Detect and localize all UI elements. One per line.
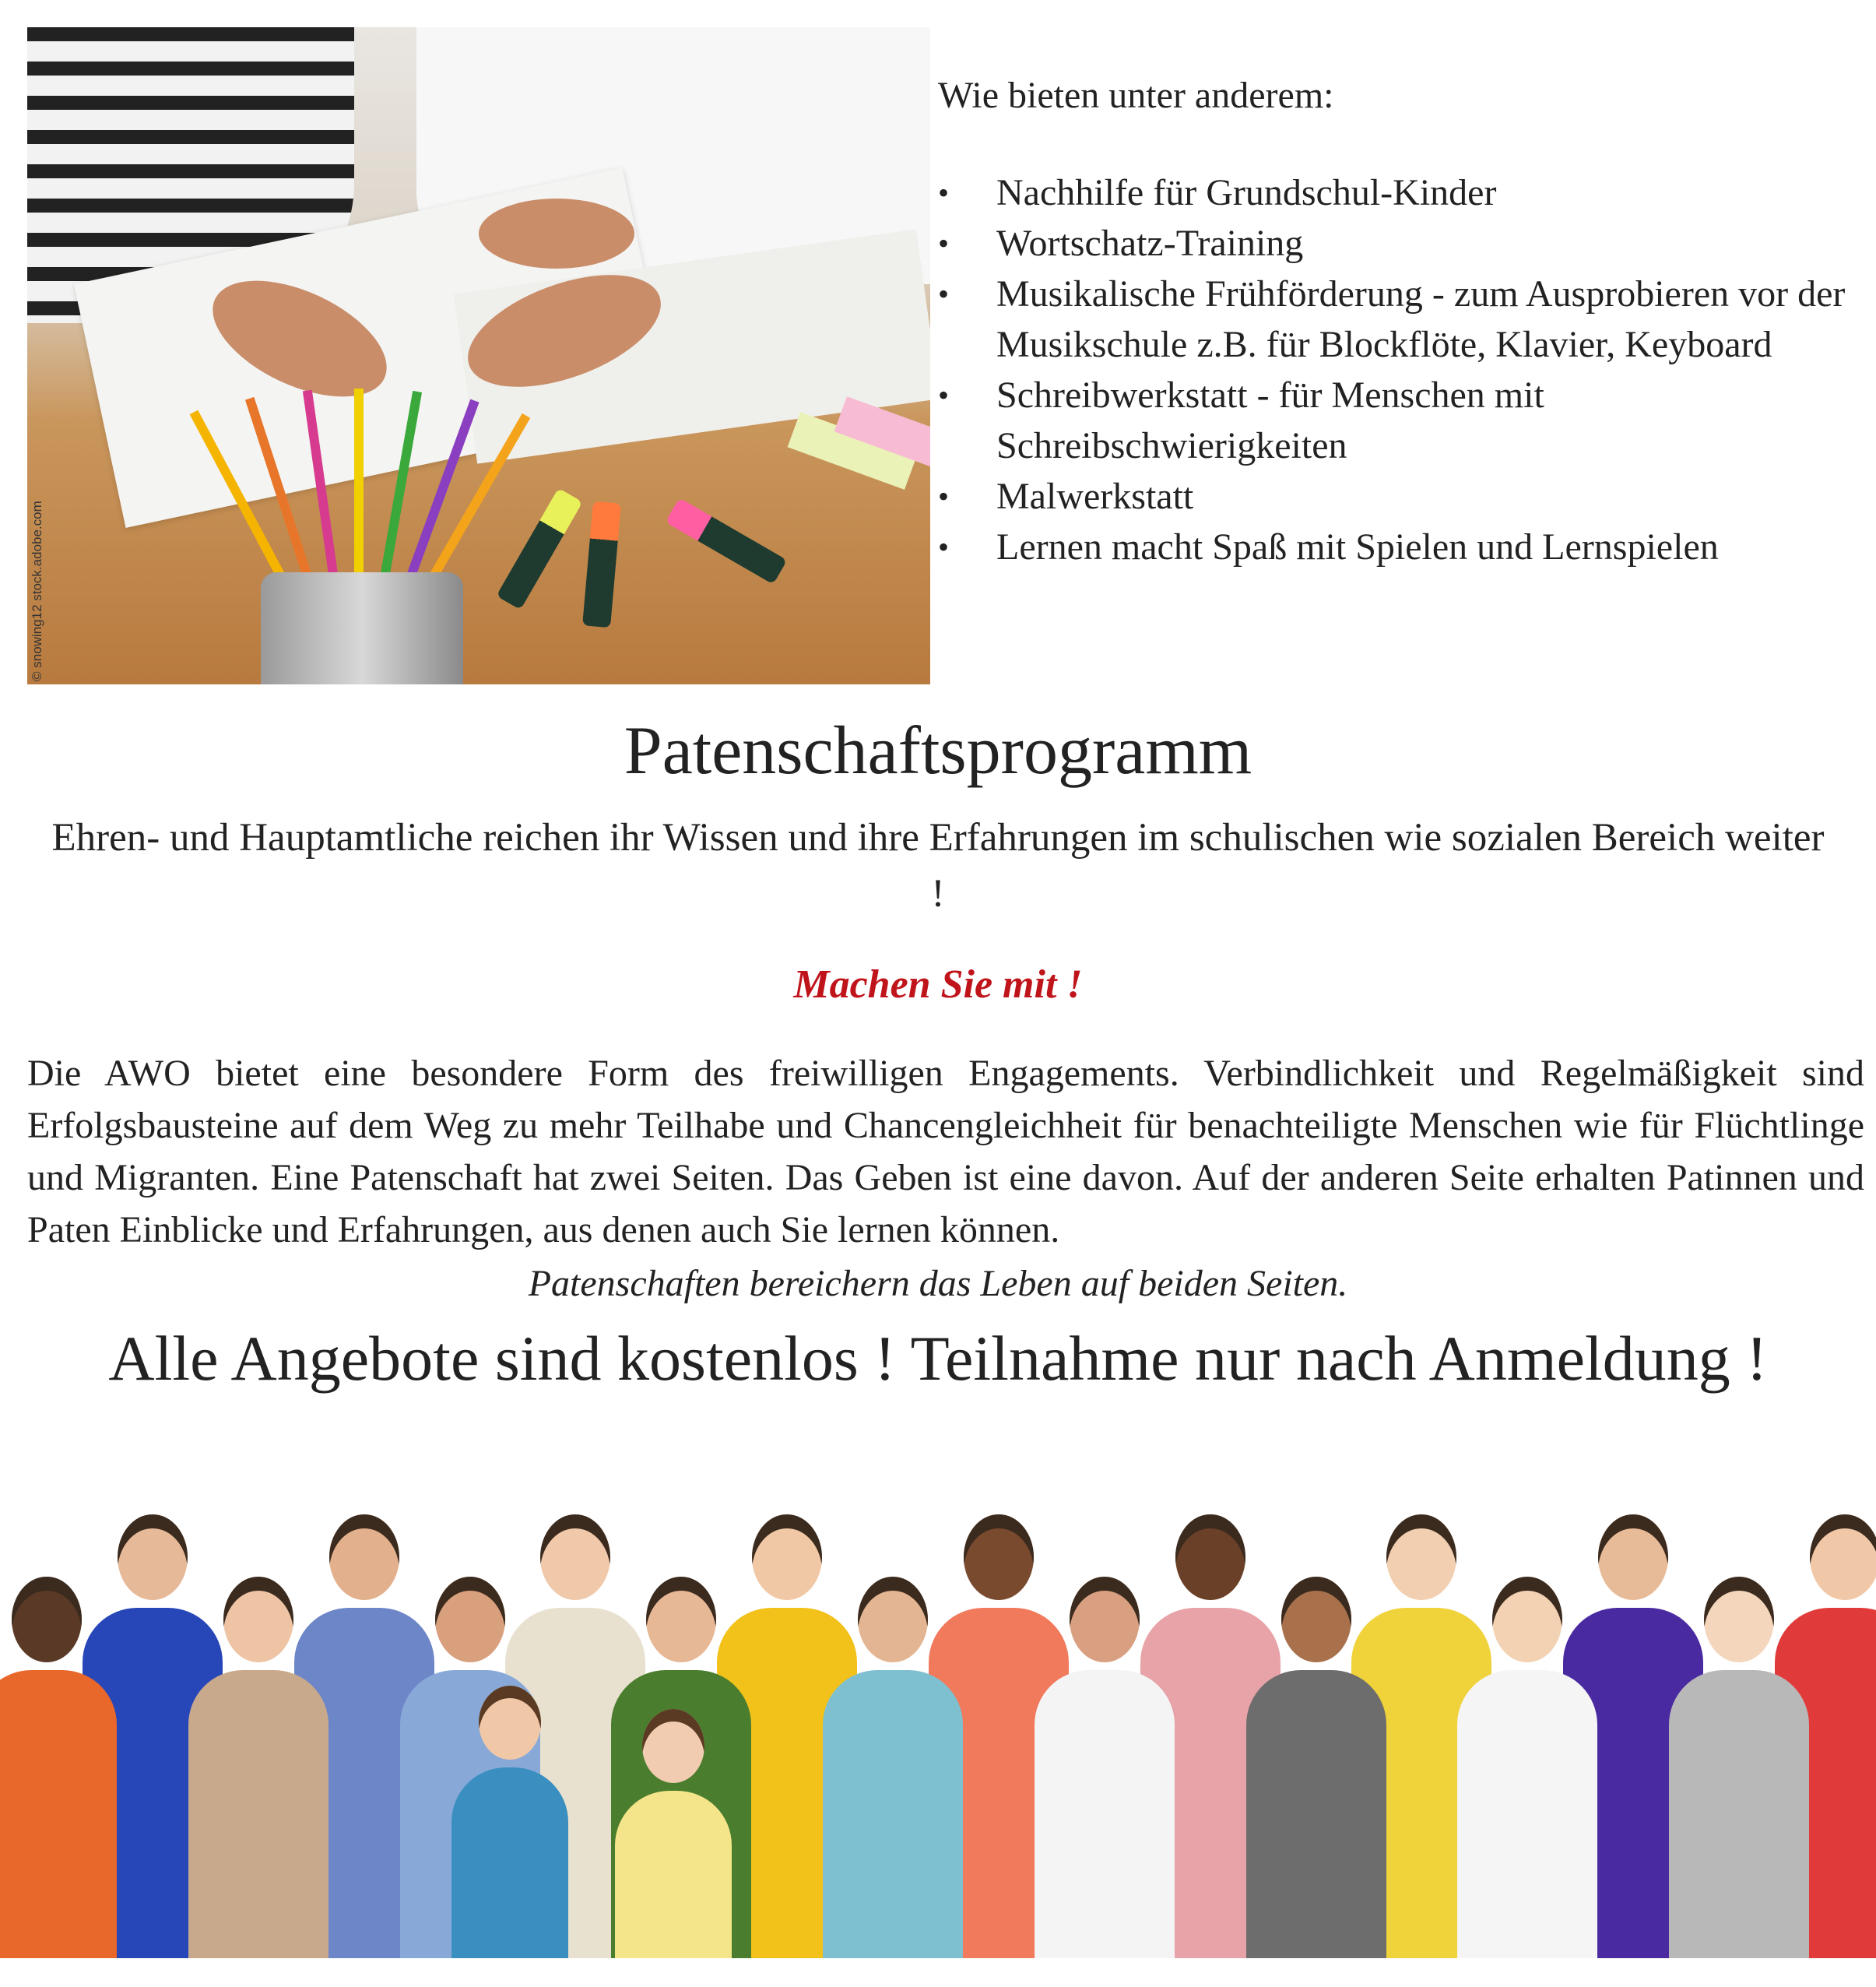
person <box>823 1577 963 1958</box>
child <box>451 1686 568 1958</box>
child <box>615 1709 732 1958</box>
call-to-action: Machen Sie mit ! <box>793 962 1083 1007</box>
pink-marker <box>666 498 788 584</box>
hand-top <box>479 199 634 269</box>
person-torso <box>823 1670 963 1958</box>
person-head <box>1281 1577 1351 1662</box>
list-item: • Wortschatz-Training <box>938 218 1857 269</box>
person-head <box>540 1514 610 1600</box>
body-paragraph: Die AWO bietet eine besondere Form des freiwilligen Engagements. Verbindlichkeit und Regelmäßigkeit sind Erfolgsbausteine auf dem Weg zu mehr Teilhabe und Chancengleichheit für benachteiligte Menschen wie für Flüchtlinge und Migranten. Eine Patenschaft hat zwei Seiten. Das Geben ist eine davon. Auf der anderen Seite erhalten Patinnen und Paten Einblicke und Erfahrungen, aus denen auch Sie lernen können. <box>27 1053 1864 1250</box>
person-head <box>646 1577 716 1662</box>
pencil <box>354 389 364 591</box>
person-head <box>642 1709 704 1783</box>
list-item: • Schreibwerkstatt - für Menschen mit Schreibschwierigkeiten <box>938 370 1857 471</box>
yellow-marker <box>496 488 582 610</box>
person-head <box>964 1514 1034 1600</box>
person <box>1669 1577 1809 1958</box>
person-head <box>752 1514 822 1600</box>
list-item: • Lernen macht Spaß mit Spielen und Lernspielen <box>938 522 1857 572</box>
person-head <box>1810 1514 1876 1600</box>
person-head <box>1704 1577 1774 1662</box>
person-head <box>12 1577 82 1662</box>
person-head <box>1070 1577 1140 1662</box>
headline: Alle Angebote sind kostenlos ! Teilnahme nur nach Anmeldung ! <box>108 1323 1768 1394</box>
person-torso <box>1035 1670 1175 1958</box>
body-italic-line: Patenschaften bereichern das Leben auf beiden Seiten. <box>528 1263 1348 1304</box>
person-torso <box>1457 1670 1597 1958</box>
page-title: Patenschaftsprogramm <box>624 713 1252 789</box>
list-item: • Malwerkstatt <box>938 471 1857 522</box>
person <box>1457 1577 1597 1958</box>
person-head <box>435 1577 505 1662</box>
person-torso <box>188 1670 328 1958</box>
person-head <box>1598 1514 1668 1600</box>
tutoring-photo <box>27 27 930 684</box>
person-head <box>1492 1577 1562 1662</box>
person-head <box>1386 1514 1456 1600</box>
person-torso <box>1669 1670 1809 1958</box>
person-head <box>858 1577 928 1662</box>
person-torso <box>615 1791 732 1958</box>
person <box>1035 1577 1175 1958</box>
person-torso <box>0 1670 117 1958</box>
person-head <box>1175 1514 1245 1600</box>
offers-intro: Wie bieten unter anderem: <box>938 75 1334 116</box>
offers-list <box>938 167 1857 572</box>
person-head <box>223 1577 293 1662</box>
list-item: • Musikalische Frühförderung - zum Ausprobieren vor der Musikschule z.B. für Blockflöte, Klavier, Keyboard <box>938 269 1857 370</box>
person <box>1246 1577 1386 1958</box>
person-torso <box>451 1767 568 1958</box>
person <box>188 1577 328 1958</box>
pencil-cup <box>261 572 463 684</box>
person-head <box>479 1686 541 1760</box>
person-torso <box>1246 1670 1386 1958</box>
subtitle: Ehren- und Hauptamtliche reichen ihr Wissen und ihre Erfahrungen im schulischen wie sozialen Bereich weiter ! <box>51 816 1825 916</box>
photo-credit-top: © snowing12 stock.adobe.com <box>30 501 44 681</box>
list-item: • Nachhilfe für Grundschul-Kinder <box>938 167 1857 218</box>
person <box>0 1577 117 1958</box>
group-photo <box>16 1491 1876 1958</box>
orange-marker <box>582 501 621 628</box>
person-head <box>118 1514 188 1600</box>
person-head <box>329 1514 399 1600</box>
